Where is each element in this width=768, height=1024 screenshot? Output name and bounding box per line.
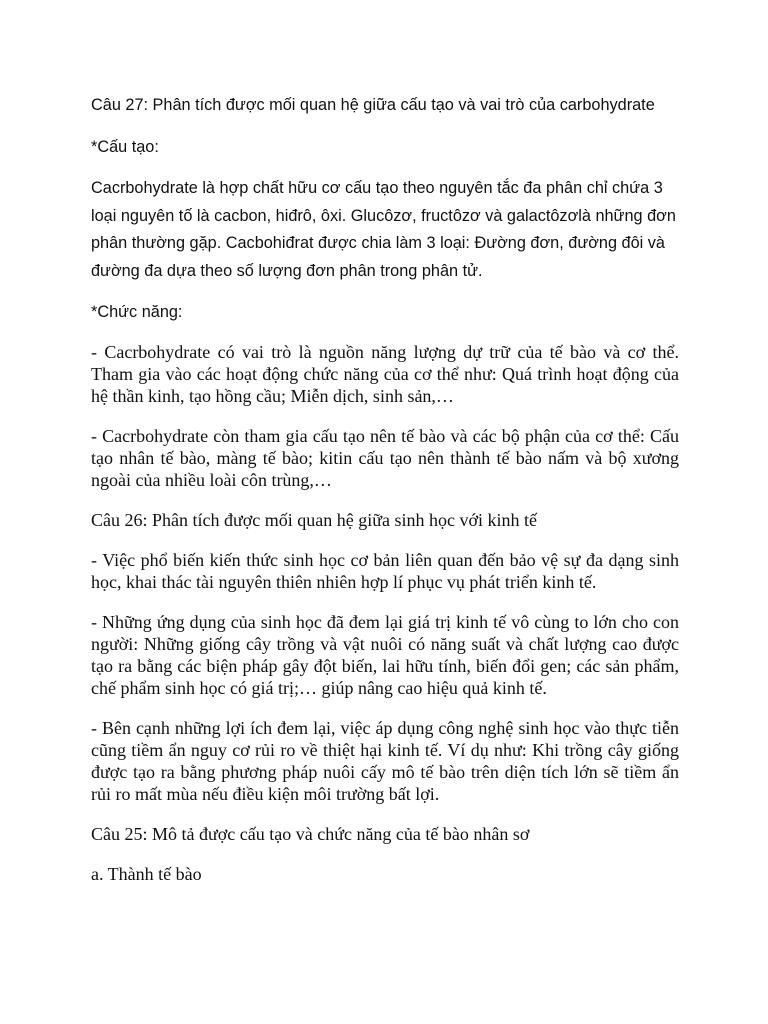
question-26-paragraph-3: - Bên cạnh những lợi ích đem lại, việc áp dụng công nghệ sinh học vào thực tiễn cũng tiềm ẩn nguy cơ rủi ro về thiệt hại kinh tế. Ví dụ như: Khi trồng cây giống được tạo ra bằng phương pháp nuôi cấy mô tế bào trên diện tích lớn sẽ tiềm ẩn rủi ro mất mùa nếu điều kiện môi trường bất lợi.: [91, 717, 679, 804]
document-page: [91, 92, 679, 903]
question-26-paragraph-2: - Những ứng dụng của sinh học đã đem lại giá trị kinh tế vô cùng to lớn cho con người: Những giống cây trồng và vật nuôi có năng suất và chất lượng cao được tạo ra bằng các biện pháp gây đột biến, lai hữu tính, biến đổi gen; các sản phẩm, chế phẩm sinh học có giá trị;… giúp nâng cao hiệu quả kinh tế.: [91, 611, 679, 698]
structure-heading: *Cấu tạo:: [91, 137, 159, 156]
question-26-title: Câu 26: Phân tích được mối quan hệ giữa sinh học với kinh tế: [91, 509, 537, 530]
function-paragraph-2: - Cacrbohydrate còn tham gia cấu tạo nên tế bào và các bộ phận của cơ thể: Cấu tạo nhân tế bào, màng tế bào; kitin cấu tạo nên thành tế bào nấm và bộ xương ngoài của nhiều loài côn trùng,…: [91, 425, 679, 490]
function-heading: *Chức năng:: [91, 303, 183, 321]
question-26-paragraph-1: - Việc phổ biến kiến thức sinh học cơ bản liên quan đến bảo vệ sự đa dạng sinh học, khai thác tài nguyên thiên nhiên hợp lí phục vụ phát triển kinh tế.: [91, 549, 679, 592]
structure-paragraph: Cacrbohydrate là hợp chất hữu cơ cấu tạo theo nguyên tắc đa phân chỉ chứa 3 loại nguyên tố là cacbon, hiđrô, ôxi. Glucôzơ, fructôzơ và galactôzơlà những đơn phân thường gặp. Cacbohiđrat được chia làm 3 loại: Đường đơn, đường đôi và đường đa dựa theo số lượng đơn phân trong phân tử.: [91, 179, 676, 280]
function-paragraph-1: - Cacrbohydrate có vai trò là nguồn năng lượng dự trữ của tế bào và cơ thể. Tham gia vào các hoạt động chức năng của cơ thể như: Quá trình hoạt động của hệ thần kinh, tạo hồng cầu; Miễn dịch, sinh sản,…: [91, 341, 679, 406]
question-25-subheading-a: a. Thành tế bào: [91, 863, 202, 884]
question-25-title: Câu 25: Mô tả được cấu tạo và chức năng của tế bào nhân sơ: [91, 823, 530, 844]
question-27-title: Câu 27: Phân tích được mối quan hệ giữa cấu tạo và vai trò của carbohydrate: [91, 96, 655, 114]
